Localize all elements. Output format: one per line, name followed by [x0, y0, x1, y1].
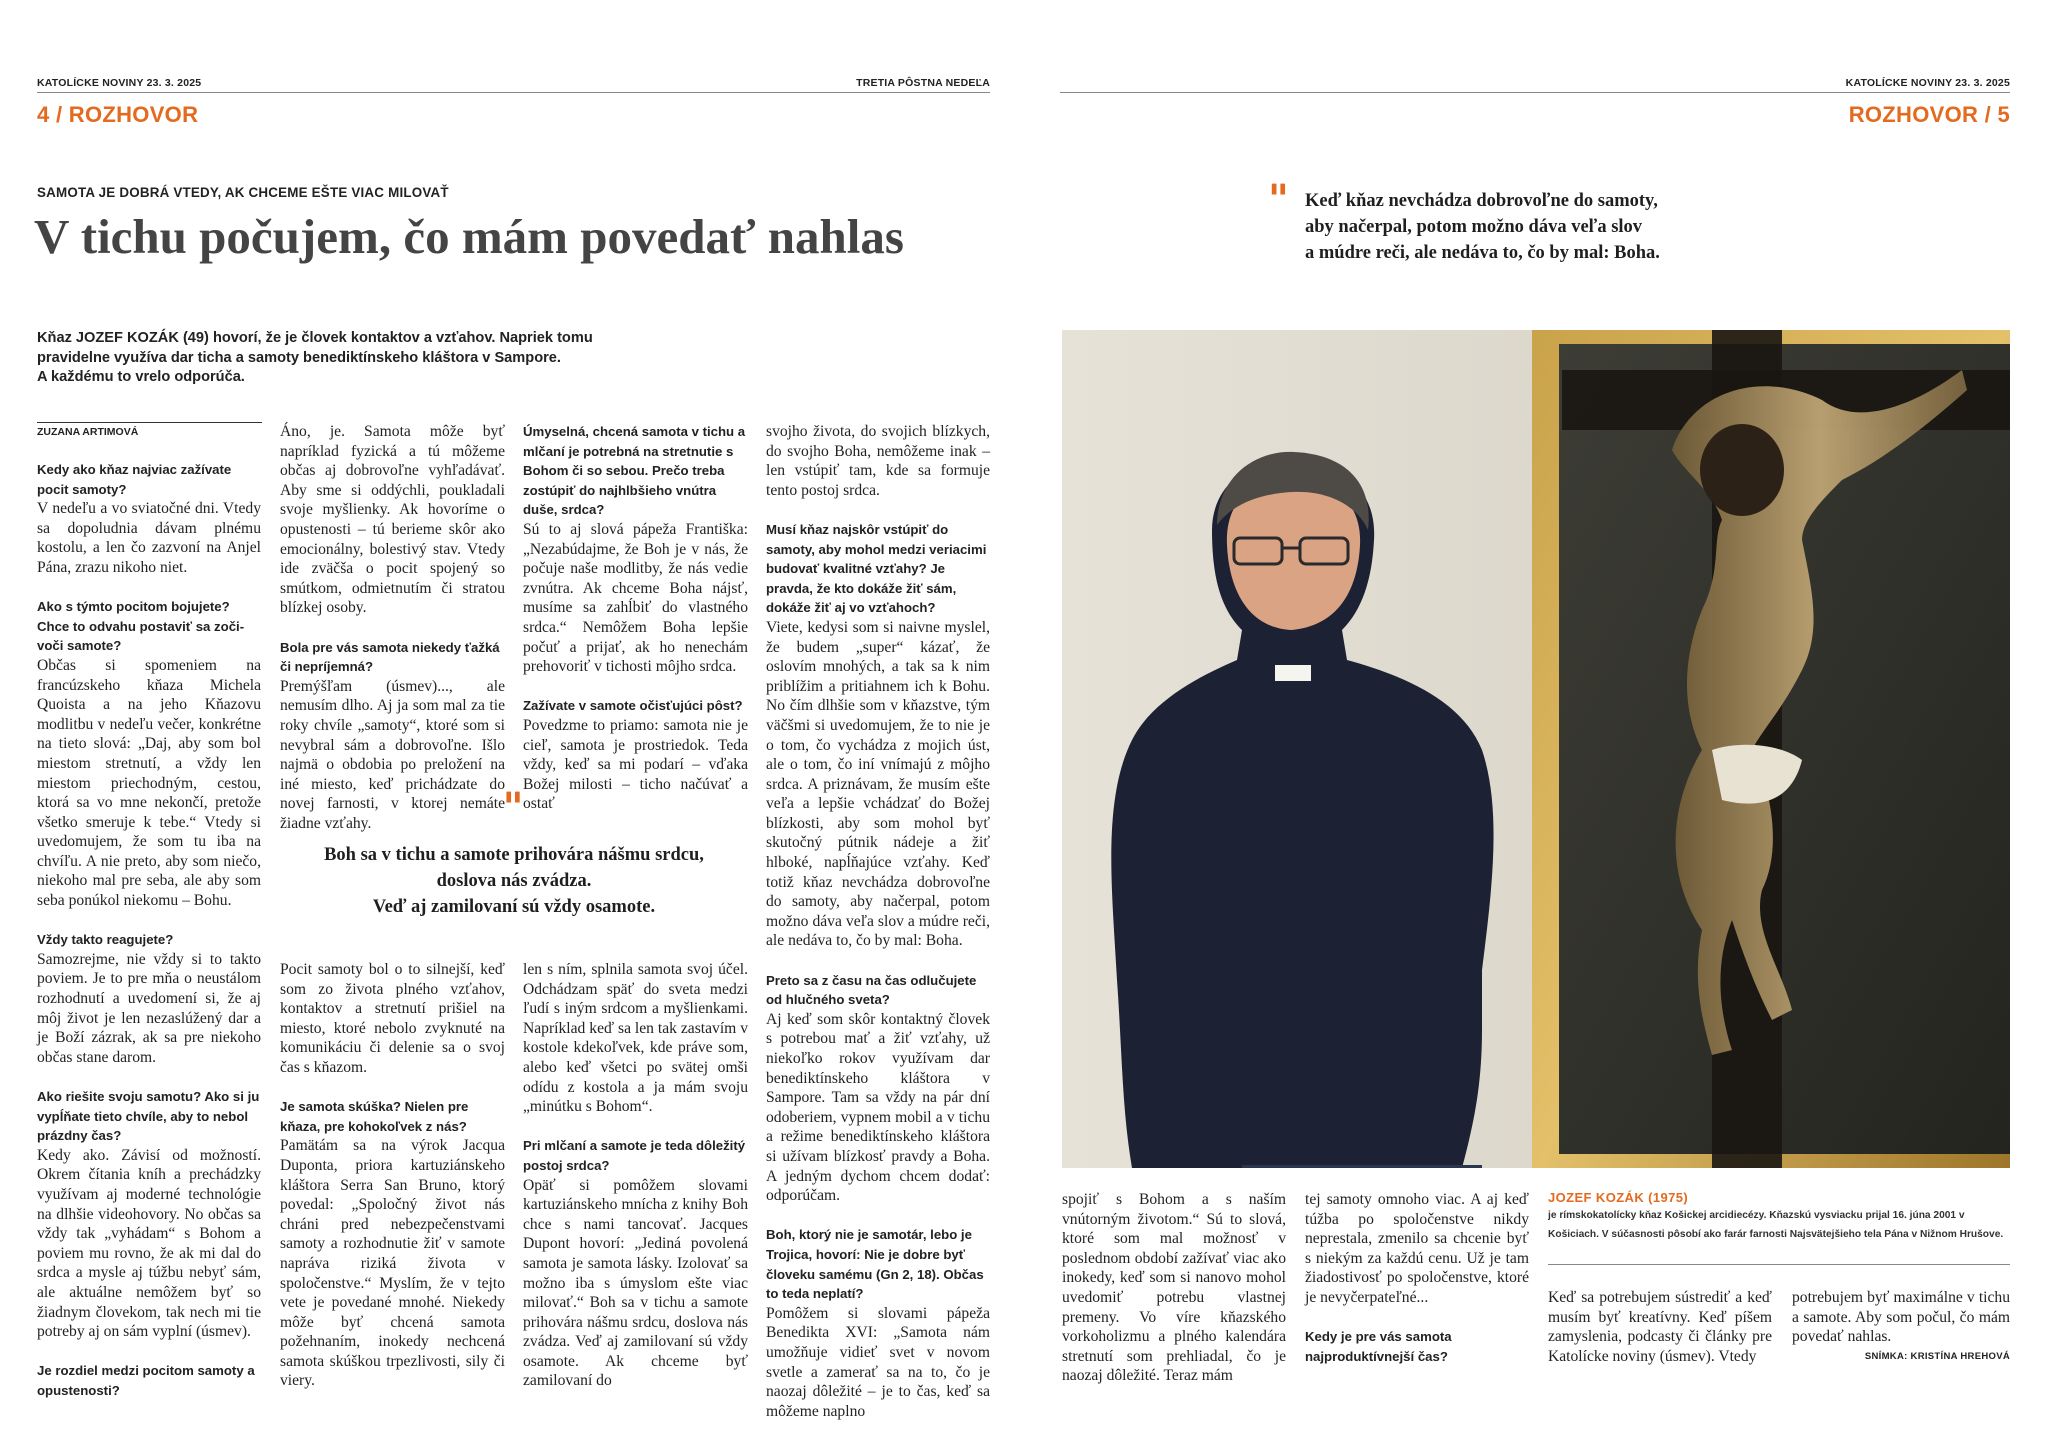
interview-answer: Aj keď som skôr kontaktný človek s potrebou mať a žiť vzťahy, už niekoľko rokov využívam dar benediktínskeho kláštora v Sampore. Tam sa vždy na pár dní odoberiem, vypnem mobil a v tichu a režime benediktínskeho kláštora si užívam blízkosť pravdy a Boha. A jedným dychom chcem dodať: odporúčam. — [766, 1010, 990, 1205]
highlight-quote-line: a múdre reči, ale nedáva to, čo by mal: Boha. — [1305, 243, 1660, 263]
paragraph: spojiť s Bohom a s naším vnútorným životom.“ Sú to slová, ktoré som mal možnosť v poslednom období zažívať viac ako inokedy, keď som si nanovo mohol uvedomiť potrebu vlastnej premeny. Vo víre kňazského vorkoholizmu a plného kalendára stretnutí som prehliadal, čo je naozaj dôležité. Teraz mám — [1062, 1191, 1286, 1385]
interview-question: Boh, ktorý nie je samotár, lebo je Trojica, hovorí: Nie je dobre byť človeku samému (Gn 2, 18). Občas to teda neplatí? — [766, 1227, 984, 1302]
paragraph: tej samoty omnoho viac. A aj keď túžba po spoločenstve nikdy neprestala, zmenilo sa chcenie byť s niekým za každú cenu. Už je tam žiadostivosť po spoločenstve, ktoré je nevyčerpateľné... — [1305, 1191, 1529, 1306]
interview-answer: Samozrejme, nie vždy si to takto poviem. Je to pre mňa o neustálom rozhodnutí a uvedomení si, že aj môj život je len nezaslúžený dar a je Boží zázrak, ak sa pre niekoho občas stane darom. — [37, 950, 261, 1066]
spacer — [37, 1067, 261, 1087]
interview-answer: Opäť si pomôžem slovami kartuziánskeho mnícha z knihy Boh chce s nami tancovať. Jacques Dupont hovorí: „Jediná povolená samota je samota lásky. Izolovať sa možno iba s úmyslom ešte viac milovať.“ Boh sa v tichu a samote prihovára nášmu srdcu, doslova nás zvádza. Veď aj zamilovaní sú vždy osamote. Ak chceme byť zamilovaní do — [523, 1176, 748, 1390]
bio-rule — [1548, 1264, 2010, 1265]
interview-answer: Viete, kedysi som si naivne myslel, že budem „super“ kázať, že oslovím mnohých, a tak sa k nim priblížim a pritiahnem ich k Bohu. No čím dlhšie som v kňazstve, tým väčšmi si uvedomujem, že to nie je o tom, čo vychádza z mojich úst, ale o tom, čo iní vnímajú z môjho srdca. A priznávam, že musím ešte veľa a lepšie vchádzať do Božej blízkosti, aby som mohol byť skutočný pútnik nádeje a žiť hlboké, napĺňajúce vzťahy. Keď totiž kňaz nevchádza dobrovoľne do samoty, aby načerpal, potom možno dáva veľa slov a múdre reči, ale nedáva to, čo by mal: Boha. — [766, 618, 990, 950]
right-column-3 — [1548, 1288, 1772, 1366]
interview-question: Kedy ako kňaz najviac zažívate pocit samoty? — [37, 462, 232, 497]
interview-answer: Sú to aj slová pápeža Františka: „Nezabúdajme, že Boh je v nás, že počuje naše modlitby, že nás vedie zvnútra. Ak chceme Boha nájsť, musíme sa zahĺbiť do vlastného srdca.“ Nemôžem Boha lepšie počuť a prijať, ak ho nenechám prehovoriť v tichosti môjho srdca. — [523, 520, 748, 676]
spacer — [523, 1117, 748, 1137]
interview-answer: svojho života, do svojich blízkych, do svojho Boha, nemôžeme inak – len vstúpiť tam, kde sa formuje tento postoj srdca. — [766, 423, 990, 499]
right-header-rule — [1060, 92, 2010, 93]
interview-answer: Premýšľam (úsmev)..., ale nemusím dlho. Aj ja som mal za tie roky chvíle „samoty“, ktoré som si nevybral sám a dobrovoľne. Išlo najmä o obdobia po preložení na iné miesto, keď prichádzate do novej farnosti, v ktorej nemáte žiadne vzťahy. — [280, 677, 505, 832]
pull-quote-mark: " — [502, 784, 524, 831]
interview-question: Je rozdiel medzi pocitom samoty a opustenosti? — [37, 1363, 255, 1398]
spacer — [1305, 1308, 1529, 1328]
left-header-date: KATOLÍCKE NOVINY 23. 3. 2025 — [37, 77, 202, 89]
spacer — [280, 618, 505, 638]
bio-name: JOZEF KOZÁK (1975) — [1548, 1190, 1689, 1205]
kicker: SAMOTA JE DOBRÁ VTEDY, AK CHCEME EŠTE VIAC MILOVAŤ — [37, 185, 449, 200]
column-3-bottom — [523, 960, 748, 1391]
lead-line: Kňaz JOZEF KOZÁK (49) hovorí, že je človek kontaktov a vzťahov. Napriek tomu — [37, 330, 593, 346]
interview-question: Kedy je pre vás samota najproduktívnejší čas? — [1305, 1329, 1452, 1364]
interview-answer: len s ním, splnila samota svoj účel. Odchádzam späť do sveta medzi ľudí s iným srdcom a myšlienkami. Napríklad keď sa len tak zastavím v kostole kdekoľvek, kde práve som, alebo keď všetci po svätej omši odídu z kostola a ja mám svoju „minútku s Bohom“. — [523, 961, 748, 1116]
interview-question: Ako riešite svoju samotu? Ako si ju vypĺňate tieto chvíle, aby to nebol prázdny čas? — [37, 1089, 260, 1144]
bio-text: je rímskokatolícky kňaz Košickej arcidiecézy. Kňazskú vysviacku prijal 16. júna 2001 v Košiciach. V súčasnosti pôsobí ako farár farnosti Najsvätejšieho tela Pána v Nižnom Hrušove. — [1548, 1210, 2004, 1240]
interview-answer: Pocit samoty bol o to silnejší, keď som zo života plného vzťahov, kontaktov a stretnutí prišiel na miesto, ktoré nebolo zvyknuté na komunikáciu či delenie sa o svoj čas s kňazom. — [280, 961, 505, 1076]
interview-answer: Povedzme to priamo: samota nie je cieľ, samota je prostriedok. Teda vždy, keď sa mi podarí – vďaka Božej milosti – ticho načúvať a ostať — [523, 716, 748, 813]
article-title: V tichu počujem, čo mám povedať nahlas — [34, 209, 904, 264]
interview-question: Ako s týmto pocitom bojujete? Chce to odvahu postaviť sa zoči-voči samote? — [37, 599, 245, 654]
column-4 — [766, 422, 990, 1421]
column-3-top — [523, 422, 748, 814]
column-2-bottom — [280, 960, 505, 1391]
interview-answer: Kedy ako. Závisí od možností. Okrem čítania kníh a prechádzky využívam aj moderné technológie na dlhšie videohovory. No občas sa vždy tak „vyhádam“ s Bohom a poviem mu rovno, že ak mi dal do srdca a mysle aj túžbu nebyť sám, ale aktuálne nemôžem byť so žiadnym človekom, tak nech mi tie potreby aj on sám vyplní (úsmev). — [37, 1146, 261, 1341]
interview-answer: Pomôžem si slovami pápeža Benedikta XVI: „Samota nám umožňuje vidieť svet v novom svetle a zamerať sa na to, čo je naozaj dôležité – je to čas, keď sa môžeme naplno — [766, 1304, 990, 1420]
interview-answer: Občas si spomeniem na francúzskeho kňaza Michela Quoista a na jeho Kňazovu modlitbu v nedeľu večer, konkrétne na tieto slová: „Daj, aby som bol miestom stretnutí, a vždy len miestom priechodným, cestou, ktorá sa vo mne nekončí, pretože všetko smeruje k tebe.“ Vtedy si uvedomujem, že som tu iba na chvíľu. A nie preto, aby som niečo, niekoho mal pre seba, ale aby som seba ponúkol niekomu – Bohu. — [37, 656, 261, 910]
spacer — [280, 1078, 505, 1098]
paragraph: Keď sa potrebujem sústrediť a keď musím byť kreatívny. Keď píšem zamyslenia, podcasty či články pre Katolícke noviny (úsmev). Vtedy — [1548, 1289, 1772, 1365]
interview-question: Preto sa z času na čas odlučujete od hlučného sveta? — [766, 972, 977, 1008]
spacer — [766, 500, 990, 520]
right-column-2 — [1305, 1190, 1529, 1366]
interview-answer: Pamätám sa na výrok Jacqua Duponta, priora kartuziánskeho kláštora Serra San Bruno, ktorý povedal: „Spoločný život nás chráni pred nebezpečenstvami samoty a rozhodnutie žiť v samote napráva riziká života v spoločenstve.“ Myslím, že v tejto vete je povedané mnohé. Niekedy môže byť chcená samota požehnaním, inokedy nechcená samota skúškou trpezlivosti, sily či viery. — [280, 1137, 505, 1390]
interview-question: Musí kňaz najskôr vstúpiť do samoty, aby mohol medzi veriacimi budovať kvalitné vzťahy? Je pravda, že kto dokáže žiť sám, dokáže žiť aj vo vzťahoch? — [766, 521, 987, 616]
spacer — [37, 911, 261, 931]
spacer — [523, 677, 748, 697]
lead-line: A každému to vrelo odporúča. — [37, 369, 245, 385]
bio-box — [1548, 1190, 2010, 1244]
interview-answer: V nedeľu a vo sviatočné dni. Vtedy sa dopoludnia dávam plnému kostolu, a len čo zazvoní na Anjel Pána, zrazu nikoho niet. — [37, 500, 261, 576]
paragraph: potrebujem byť maximálne v tichu a samote. Aby som počul, čo mám povedať nahlas. — [1792, 1289, 2010, 1346]
interview-question: Je samota skúška? Nielen pre kňaza, pre kohokoľvek z nás? — [280, 1099, 469, 1134]
pull-quote-line: doslova nás zvádza. — [436, 871, 592, 891]
interview-question: Úmyselná, chcená samota v tichu a mlčaní je potrebná na stretnutie s Bohom či so sebou. Prečo treba zostúpiť do najhlbšieho vnútra duše, srdca? — [523, 424, 746, 518]
quote-mark: " — [1268, 176, 1289, 223]
author-byline: ZUZANA ARTIMOVÁ — [37, 422, 262, 438]
interview-question: Bola pre vás samota niekedy ťažká či nepríjemná? — [280, 639, 500, 675]
left-section-label: 4 / ROZHOVOR — [37, 102, 199, 127]
lead-line: pravidelne využíva dar ticha a samoty benediktínskeho kláštora v Sampore. — [37, 349, 561, 366]
interview-question: Zažívate v samote očisťujúci pôst? — [523, 698, 743, 714]
pull-quote — [280, 842, 748, 920]
highlight-quote-line: aby načerpal, potom možno dáva veľa slov — [1305, 217, 1643, 237]
column-2-top — [280, 422, 505, 833]
spacer — [37, 578, 261, 598]
photo-credit: SNÍMKA: KRISTÍNA HREHOVÁ — [1864, 1351, 2010, 1362]
spacer — [37, 1342, 261, 1362]
column-1 — [37, 460, 261, 1401]
left-header-sunday: TRETIA PÔSTNA NEDEĽA — [856, 77, 990, 89]
right-header-date: KATOLÍCKE NOVINY 23. 3. 2025 — [1845, 77, 2010, 89]
interview-question: Vždy takto reagujete? — [37, 932, 174, 948]
interview-answer: Áno, je. Samota môže byť napríklad fyzická a tú môžeme občas aj dobrovoľne vyhľadávať. Aby sme si oddýchli, poukladali svoje myšlienky. Ak hovoríme o opustenosti – tú berieme skôr ako emocionálny, bolestivý stav. Vtedy ide zväčša o pocit spojený so smútkom, odmietnutím či stratou blízkej osoby. — [280, 423, 505, 617]
article-photo — [1062, 330, 2010, 1168]
spacer — [766, 951, 990, 971]
photo-illustration — [1062, 330, 2010, 1168]
left-header-rule — [37, 92, 990, 93]
interview-question: Pri mlčaní a samote je teda dôležitý postoj srdca? — [523, 1138, 746, 1173]
right-column-1 — [1062, 1190, 1286, 1386]
right-column-4 — [1792, 1288, 2010, 1347]
right-section-label: ROZHOVOR / 5 — [1848, 102, 2010, 127]
pull-quote-line: Boh sa v tichu a samote prihovára nášmu srdcu, — [324, 845, 704, 865]
highlight-quote-line: Keď kňaz nevchádza dobrovoľne do samoty, — [1305, 191, 1658, 211]
pull-quote-line: Veď aj zamilovaní sú vždy osamote. — [372, 897, 656, 917]
spacer — [766, 1206, 990, 1226]
highlight-quote — [1305, 188, 1660, 266]
lead-paragraph — [37, 329, 593, 388]
